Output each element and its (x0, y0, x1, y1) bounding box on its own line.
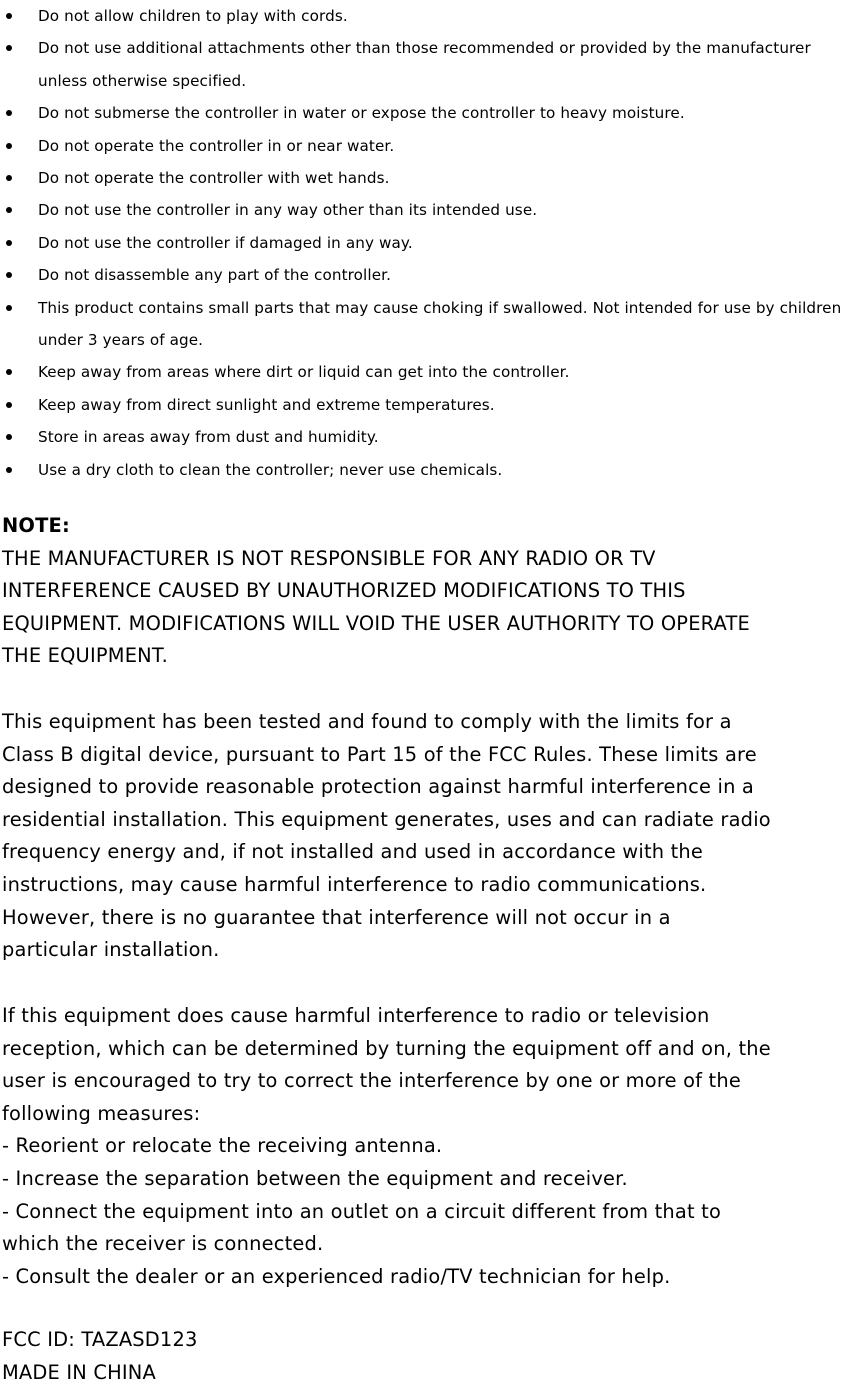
note-line: THE EQUIPMENT. (2, 644, 168, 668)
bullet-icon (6, 110, 12, 116)
paragraph-line: residential installation. This equipment generates, uses and can radiate radio (2, 807, 771, 831)
fcc-compliance-paragraph (2, 706, 863, 967)
safety-list-item (0, 421, 863, 453)
paragraph-line: instructions, may cause harmful interference to radio communications. (2, 872, 707, 896)
footer-section (2, 1324, 863, 1389)
measure-item: which the receiver is connected. (2, 1232, 324, 1256)
safety-list-item-text: Do not use additional attachments other than those recommended or provided by the manufacturer unless otherwise specified. (38, 39, 811, 90)
safety-list-item-text: Do not use the controller if damaged in any way. (38, 233, 413, 252)
paragraph-line: user is encouraged to try to correct the interference by one or more of the (2, 1069, 741, 1093)
paragraph-line: particular installation. (2, 938, 220, 962)
measure-item: - Connect the equipment into an outlet on a circuit different from that to (2, 1199, 722, 1223)
safety-list-item (0, 194, 863, 226)
safety-list-item-text: Keep away from areas where dirt or liquid can get into the controller. (38, 363, 570, 382)
bullet-icon (6, 143, 12, 149)
safety-list-item (0, 292, 863, 357)
safety-list-item (0, 389, 863, 421)
bullet-icon (6, 369, 12, 375)
paragraph-line: If this equipment does cause harmful interference to radio or television (2, 1004, 710, 1027)
country-of-origin: MADE IN CHINA (2, 1360, 156, 1384)
measure-item: - Consult the dealer or an experienced radio/TV technician for help. (2, 1264, 671, 1288)
bullet-icon (6, 467, 12, 473)
safety-list-item (0, 356, 863, 388)
bullet-icon (6, 240, 12, 246)
bullet-icon (6, 45, 12, 51)
note-section (2, 510, 863, 673)
bullet-icon (6, 207, 12, 213)
paragraph-line: designed to provide reasonable protection against harmful interference in a (2, 775, 755, 799)
safety-list-item (0, 162, 863, 194)
bullet-icon (6, 402, 12, 408)
safety-list-item-text: Do not use the controller in any way other than its intended use. (38, 201, 538, 220)
paragraph-line: Class B digital device, pursuant to Part 15 of the FCC Rules. These limits are (2, 742, 757, 766)
note-line: THE MANUFACTURER IS NOT RESPONSIBLE FOR ANY RADIO OR TV (2, 546, 656, 570)
bullet-icon (6, 272, 12, 278)
safety-list-item (0, 454, 863, 486)
note-line: INTERFERENCE CAUSED BY UNAUTHORIZED MODIFICATIONS TO THIS (2, 579, 686, 603)
fcc-id: FCC ID: TAZASD123 (2, 1328, 198, 1351)
bullet-icon (6, 175, 12, 181)
paragraph-line: reception, which can be determined by turning the equipment off and on, the (2, 1036, 771, 1060)
note-line: EQUIPMENT. MODIFICATIONS WILL VOID THE USER AUTHORITY TO OPERATE (2, 611, 750, 635)
measure-item: - Increase the separation between the equipment and receiver. (2, 1166, 628, 1190)
safety-list-item-text: Do not disassemble any part of the controller. (38, 266, 392, 285)
measure-item: - Reorient or relocate the receiving antenna. (2, 1134, 443, 1158)
bullet-icon (6, 434, 12, 440)
safety-list-item-text: This product contains small parts that may cause choking if swallowed. Not intended for use by children under 3 years of age. (38, 298, 842, 350)
safety-list-item-text: Keep away from direct sunlight and extreme temperatures. (38, 395, 495, 414)
safety-list-item-text: Do not operate the controller with wet hands. (38, 169, 390, 188)
safety-list-item-text: Use a dry cloth to clean the controller; never use chemicals. (38, 460, 503, 479)
safety-list-item (0, 227, 863, 259)
safety-list-item-text: Do not allow children to play with cords. (38, 7, 348, 25)
paragraph-line: following measures: (2, 1101, 201, 1125)
safety-list-item (0, 130, 863, 162)
paragraph-line: This equipment has been tested and found to comply with the limits for a (2, 710, 732, 733)
note-heading: NOTE: (2, 514, 70, 537)
safety-list-item-text: Do not submerse the controller in water or expose the controller to heavy moisture. (38, 104, 685, 123)
safety-list-item-text: Do not operate the controller in or near water. (38, 136, 395, 155)
safety-list-item-text: Store in areas away from dust and humidity. (38, 428, 379, 447)
paragraph-line: However, there is no guarantee that interference will not occur in a (2, 905, 671, 929)
interference-measures-paragraph (2, 1000, 863, 1293)
paragraph-line: frequency energy and, if not installed and used in accordance with the (2, 840, 704, 864)
safety-precautions-list (0, 0, 863, 486)
safety-list-item (0, 0, 863, 32)
safety-list-item (0, 97, 863, 129)
bullet-icon (6, 305, 12, 311)
bullet-icon (6, 13, 12, 19)
safety-list-item (0, 32, 863, 97)
safety-list-item (0, 259, 863, 291)
